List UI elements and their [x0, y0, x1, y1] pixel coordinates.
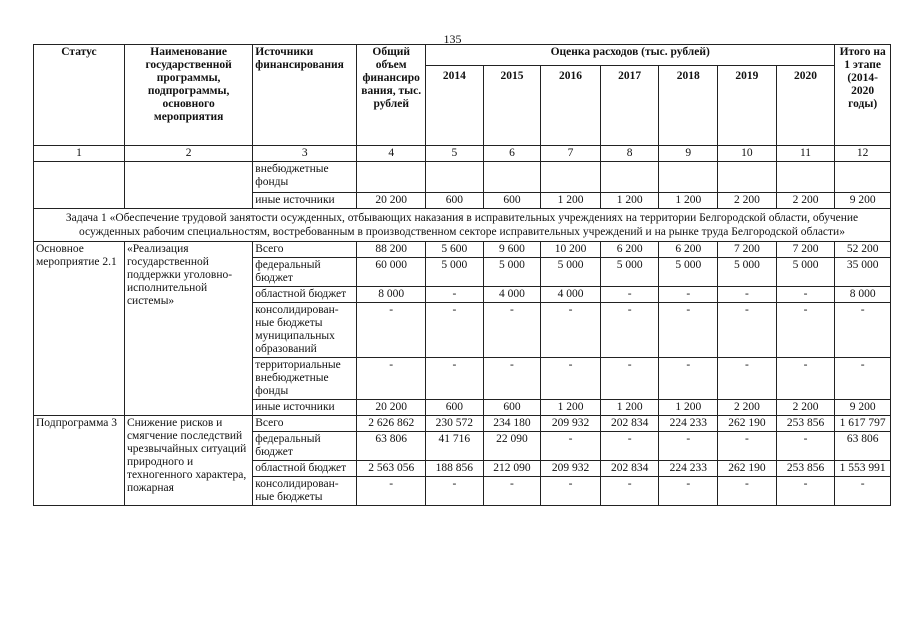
value-cell: 9 200 [835, 400, 891, 416]
value-cell: 4 000 [483, 287, 541, 303]
value-cell: 212 090 [483, 461, 541, 477]
value-cell: 10 200 [541, 242, 601, 258]
value-cell: - [776, 287, 835, 303]
value-cell: - [426, 287, 484, 303]
value-cell: 1 200 [541, 193, 601, 209]
value-cell: - [659, 287, 718, 303]
value-cell [718, 162, 777, 193]
table-row [34, 416, 891, 432]
status-cell: Основное мероприятие 2.1 [34, 242, 125, 416]
value-cell: 9 200 [835, 193, 891, 209]
value-cell: 1 200 [541, 400, 601, 416]
value-cell: - [718, 287, 777, 303]
year-2019: 2019 [718, 66, 777, 146]
value-cell: - [718, 303, 777, 358]
value-cell: 202 834 [600, 461, 659, 477]
name-cell [124, 162, 252, 209]
year-2020: 2020 [776, 66, 835, 146]
table-row [34, 162, 891, 193]
value-cell [541, 162, 601, 193]
value-cell: 8 000 [835, 287, 891, 303]
value-cell: 20 200 [357, 400, 426, 416]
value-cell: 209 932 [541, 416, 601, 432]
value-cell: - [600, 477, 659, 506]
year-2015: 2015 [483, 66, 541, 146]
value-cell: - [835, 358, 891, 400]
value-cell: 234 180 [483, 416, 541, 432]
value-cell: - [776, 303, 835, 358]
year-2016: 2016 [541, 66, 601, 146]
value-cell [600, 162, 659, 193]
value-cell: 188 856 [426, 461, 484, 477]
value-cell: 6 200 [659, 242, 718, 258]
value-cell: 600 [426, 193, 484, 209]
col-num: 4 [357, 146, 426, 162]
value-cell: 5 000 [718, 258, 777, 287]
task-row [34, 209, 891, 242]
source-cell: федеральный бюджет [253, 432, 357, 461]
value-cell: - [541, 358, 601, 400]
col-num: 10 [718, 146, 777, 162]
year-2017: 2017 [600, 66, 659, 146]
value-cell: 253 856 [776, 461, 835, 477]
value-cell: - [426, 477, 484, 506]
source-cell: областной бюджет [253, 287, 357, 303]
value-cell: - [600, 432, 659, 461]
col-num: 8 [600, 146, 659, 162]
value-cell: - [541, 303, 601, 358]
value-cell: 41 716 [426, 432, 484, 461]
value-cell: 60 000 [357, 258, 426, 287]
value-cell: 4 000 [541, 287, 601, 303]
value-cell [835, 162, 891, 193]
value-cell [776, 162, 835, 193]
value-cell: 5 000 [600, 258, 659, 287]
value-cell: - [483, 303, 541, 358]
value-cell: 5 000 [426, 258, 484, 287]
value-cell: 7 200 [776, 242, 835, 258]
value-cell: 230 572 [426, 416, 484, 432]
value-cell: - [357, 477, 426, 506]
header-estimate: Оценка расходов (тыс. рублей) [426, 45, 835, 66]
value-cell: 1 617 797 [835, 416, 891, 432]
col-num: 1 [34, 146, 125, 162]
value-cell [483, 162, 541, 193]
source-cell: областной бюджет [253, 461, 357, 477]
value-cell: 1 200 [600, 193, 659, 209]
value-cell: 9 600 [483, 242, 541, 258]
col-num: 7 [541, 146, 601, 162]
value-cell: 1 200 [600, 400, 659, 416]
value-cell: 5 000 [659, 258, 718, 287]
col-num: 3 [253, 146, 357, 162]
value-cell: - [483, 477, 541, 506]
col-num: 6 [483, 146, 541, 162]
value-cell: 2 563 056 [357, 461, 426, 477]
source-cell: иные источники [253, 400, 357, 416]
value-cell: - [357, 358, 426, 400]
col-num: 11 [776, 146, 835, 162]
value-cell: 600 [483, 400, 541, 416]
value-cell: - [718, 358, 777, 400]
value-cell: - [718, 477, 777, 506]
value-cell [426, 162, 484, 193]
value-cell: 262 190 [718, 416, 777, 432]
value-cell: 52 200 [835, 242, 891, 258]
col-num: 12 [835, 146, 891, 162]
source-cell: консолидирован-ные бюджеты муниципальных образований [253, 303, 357, 358]
budget-table-container [33, 44, 891, 506]
value-cell: 2 626 862 [357, 416, 426, 432]
header-name: Наименование государственной программы, подпрограммы, основного мероприятия [124, 45, 252, 146]
value-cell: 209 932 [541, 461, 601, 477]
header-sources: Источники финансирования [253, 45, 357, 146]
source-cell: Всего [253, 242, 357, 258]
value-cell: 1 200 [659, 193, 718, 209]
source-cell: Всего [253, 416, 357, 432]
value-cell: 2 200 [718, 400, 777, 416]
header-status: Статус [34, 45, 125, 146]
value-cell: - [600, 287, 659, 303]
value-cell: 35 000 [835, 258, 891, 287]
value-cell: 2 200 [718, 193, 777, 209]
value-cell: 6 200 [600, 242, 659, 258]
value-cell: 600 [426, 400, 484, 416]
name-cell: «Реализация государственной поддержки уголовно-исполнительной системы» [124, 242, 252, 416]
value-cell: - [600, 303, 659, 358]
value-cell: - [776, 432, 835, 461]
value-cell: - [426, 303, 484, 358]
status-cell [34, 162, 125, 209]
value-cell: - [776, 358, 835, 400]
status-cell: Подпрограмма 3 [34, 416, 125, 506]
value-cell: 5 000 [776, 258, 835, 287]
value-cell: - [659, 477, 718, 506]
page-number: 135 [443, 32, 462, 46]
task-description: Задача 1 «Обеспечение трудовой занятости осужденных, отбывающих наказания в исправительных учреждениях на территории Белгородской области, обучение осужденных рабочим специальностям, востребованным в производственном секторе исправительных учреждений и на рынке труда Белгородской области» [34, 209, 891, 242]
value-cell: - [835, 477, 891, 506]
value-cell: - [541, 432, 601, 461]
header-total-volume: Общий объем финансиро вания, тыс. рублей [357, 45, 426, 146]
value-cell: - [659, 358, 718, 400]
value-cell [659, 162, 718, 193]
budget-table [33, 44, 891, 506]
value-cell: 600 [483, 193, 541, 209]
value-cell: - [357, 303, 426, 358]
value-cell: - [659, 432, 718, 461]
value-cell: 63 806 [835, 432, 891, 461]
source-cell: федеральный бюджет [253, 258, 357, 287]
source-cell: внебюджетные фонды [253, 162, 357, 193]
value-cell: - [600, 358, 659, 400]
value-cell: 5 000 [483, 258, 541, 287]
value-cell: - [659, 303, 718, 358]
value-cell: 2 200 [776, 193, 835, 209]
source-cell: иные источники [253, 193, 357, 209]
column-number-row [34, 146, 891, 162]
value-cell: 262 190 [718, 461, 777, 477]
source-cell: консолидирован-ные бюджеты [253, 477, 357, 506]
value-cell: 88 200 [357, 242, 426, 258]
value-cell: 5 000 [541, 258, 601, 287]
value-cell: - [718, 432, 777, 461]
value-cell: 63 806 [357, 432, 426, 461]
value-cell: 1 200 [659, 400, 718, 416]
value-cell: 7 200 [718, 242, 777, 258]
value-cell: 20 200 [357, 193, 426, 209]
value-cell: - [541, 477, 601, 506]
col-num: 2 [124, 146, 252, 162]
value-cell: 253 856 [776, 416, 835, 432]
value-cell: 22 090 [483, 432, 541, 461]
year-2018: 2018 [659, 66, 718, 146]
header-row-1 [34, 45, 891, 66]
value-cell: 5 600 [426, 242, 484, 258]
name-cell: Снижение рисков и смягчение последствий чрезвычайных ситуаций природного и техногенного характера, пожарная [124, 416, 252, 506]
value-cell: 2 200 [776, 400, 835, 416]
table-row [34, 242, 891, 258]
value-cell: 8 000 [357, 287, 426, 303]
value-cell: 224 233 [659, 461, 718, 477]
value-cell: 1 553 991 [835, 461, 891, 477]
source-cell: территориальные внебюджетные фонды [253, 358, 357, 400]
value-cell [357, 162, 426, 193]
value-cell: - [776, 477, 835, 506]
col-num: 5 [426, 146, 484, 162]
value-cell: - [426, 358, 484, 400]
year-2014: 2014 [426, 66, 484, 146]
value-cell: - [483, 358, 541, 400]
value-cell: 202 834 [600, 416, 659, 432]
value-cell: 224 233 [659, 416, 718, 432]
header-stage-total: Итого на 1 этапе (2014-2020 годы) [835, 45, 891, 146]
col-num: 9 [659, 146, 718, 162]
value-cell: - [835, 303, 891, 358]
